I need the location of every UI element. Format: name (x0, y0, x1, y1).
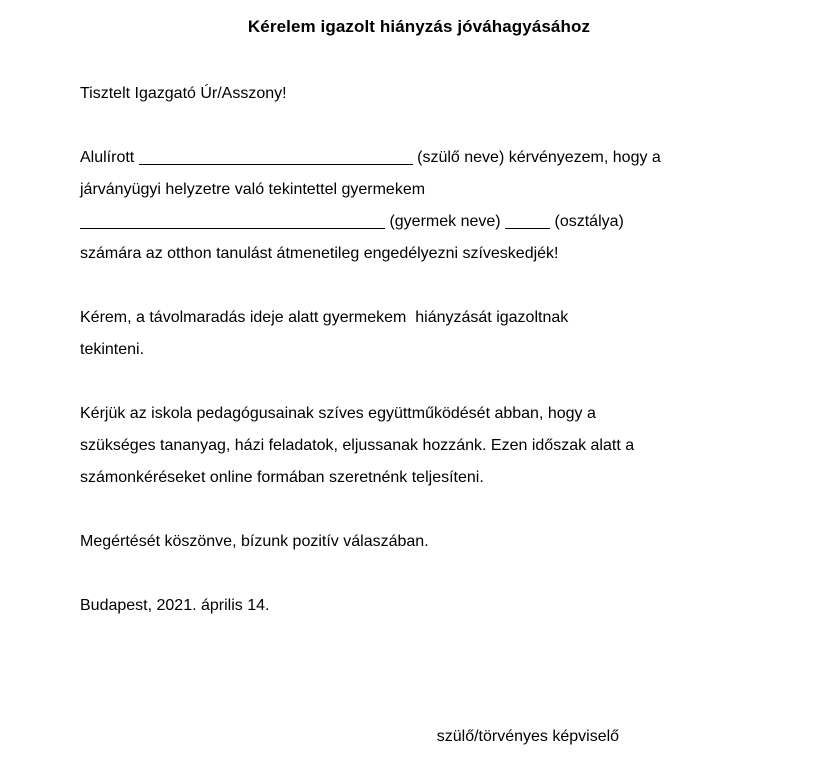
paragraph-gap (80, 270, 768, 302)
request-line-1-suffix: (szülő neve) kérvényezem, hogy a (412, 149, 661, 166)
document-body (80, 78, 768, 622)
place-date-paragraph (80, 590, 768, 622)
request-line-3-child-label: (gyermek neve) (385, 213, 506, 230)
place-and-date: Budapest, 2021. április 14. (80, 597, 270, 614)
cooperation-line-3: számonkéréseket online formában szeretnénk teljesíteni. (80, 469, 484, 486)
paragraph-gap (80, 110, 768, 142)
request-line-4: számára az otthon tanulást átmenetileg engedélyezni szíveskedjék! (80, 245, 559, 262)
signature-label: szülő/törvényes képviselő (436, 728, 620, 745)
cooperation-line-1: Kérjük az iskola pedagógusainak szíves együttműködését abban, hogy a (80, 405, 596, 422)
page-title: Kérelem igazolt hiányzás jóváhagyásához (247, 17, 591, 36)
absence-line-1: Kérem, a távolmaradás ideje alatt gyermekem hiányzását igazoltnak (80, 309, 569, 326)
paragraph-gap (80, 366, 768, 398)
request-line-1-prefix: Alulírott (80, 149, 139, 166)
request-paragraph (80, 142, 768, 270)
cooperation-paragraph (80, 398, 768, 494)
salutation-paragraph (80, 78, 768, 110)
absence-justification-paragraph (80, 302, 768, 366)
child-name-blank[interactable] (80, 214, 385, 229)
paragraph-gap (80, 558, 768, 590)
cooperation-line-2: szükséges tananyag, házi feladatok, eljussanak hozzánk. Ezen időszak alatt a (80, 437, 635, 454)
closing-paragraph (80, 526, 768, 558)
salutation-text: Tisztelt Igazgató Úr/Asszony! (80, 85, 287, 102)
parent-name-blank[interactable] (139, 150, 413, 165)
request-line-3-class-label: (osztálya) (550, 213, 624, 230)
request-line-2: járványügyi helyzetre való tekintettel gyermekem (80, 181, 426, 198)
request-line-1 (80, 142, 768, 174)
signature-block (0, 704, 838, 770)
closing-line-1: Megértését köszönve, bízunk pozitív válaszában. (80, 533, 429, 550)
class-blank[interactable] (505, 214, 550, 229)
absence-line-2: tekinteni. (80, 341, 145, 358)
request-line-3 (80, 206, 768, 238)
paragraph-gap (80, 494, 768, 526)
